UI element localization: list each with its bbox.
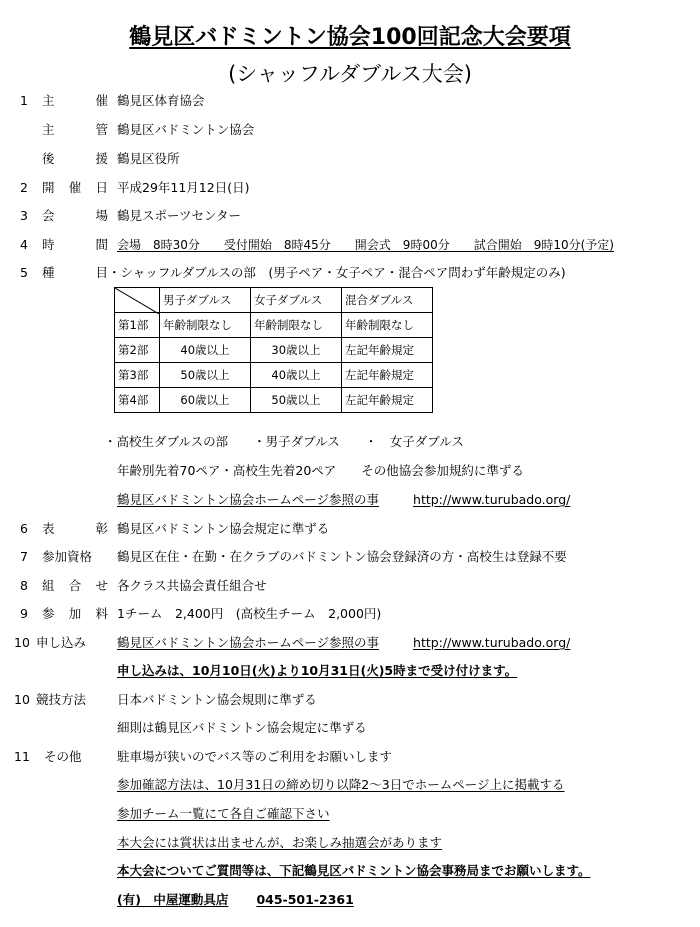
table-cell: 30歳以上 bbox=[251, 338, 342, 363]
item-number: 4 bbox=[20, 237, 28, 252]
application-link[interactable]: http://www.turubado.org/ bbox=[413, 635, 571, 650]
table-cell: 50歳以上 bbox=[251, 388, 342, 413]
application-deadline: 申し込みは、10月10日(火)より10月31日(火)5時まで受け付けます。 bbox=[117, 663, 518, 678]
homepage-link[interactable]: http://www.turubado.org/ bbox=[413, 492, 571, 507]
other-line: 参加チーム一覧にて各自ご確認下さい bbox=[117, 806, 330, 821]
item-value: ・シャッフルダブルスの部 (男子ペア・女子ペア・混合ペア問わず年齢規定のみ) bbox=[108, 265, 566, 280]
item-label: その他 bbox=[44, 749, 82, 764]
item-number: 1 bbox=[20, 93, 28, 108]
table-row bbox=[115, 313, 433, 338]
table-header: 混合ダブルス bbox=[342, 288, 433, 313]
application-reference bbox=[117, 634, 570, 652]
item-number: 2 bbox=[20, 180, 28, 195]
table-cell: 40歳以上 bbox=[160, 338, 251, 363]
table-cell: 年齢制限なし bbox=[160, 313, 251, 338]
item-label: 主 催 bbox=[42, 93, 108, 108]
category-table bbox=[114, 287, 433, 413]
item-label: 参加料 bbox=[42, 606, 108, 621]
table-cell: 年齢制限なし bbox=[342, 313, 433, 338]
table-cell: 第2部 bbox=[115, 338, 160, 363]
item-label: 主 管 bbox=[42, 122, 108, 137]
table-cell: 50歳以上 bbox=[160, 363, 251, 388]
table-cell: 年齢制限なし bbox=[251, 313, 342, 338]
item-label: 組合せ bbox=[42, 578, 108, 593]
table-cell: 左記年齢規定 bbox=[342, 388, 433, 413]
homepage-reference-text: 鶴見区バドミントン協会ホームページ参照の事 bbox=[117, 492, 380, 507]
table-header-row bbox=[115, 288, 433, 313]
application-reference-text: 鶴見区バドミントン協会ホームページ参照の事 bbox=[117, 635, 380, 650]
item-label: 申し込み bbox=[36, 635, 87, 650]
table-header: 女子ダブルス bbox=[251, 288, 342, 313]
item-value: 鶴見区バドミントン協会規定に準ずる bbox=[117, 521, 330, 536]
diagonal-line bbox=[115, 288, 159, 314]
table-cell: 40歳以上 bbox=[251, 363, 342, 388]
item-number: 10 bbox=[14, 635, 30, 650]
item-number: 3 bbox=[20, 208, 28, 223]
table-cell: 第1部 bbox=[115, 313, 160, 338]
item-label: 参加資格 bbox=[42, 549, 93, 564]
highschool-division: ・高校生ダブルスの部 ・男子ダブルス ・ 女子ダブルス bbox=[104, 434, 464, 449]
item-label: 競技方法 bbox=[36, 692, 87, 707]
other-line: 本大会には賞状は出ませんが、お楽しみ抽選会があります bbox=[117, 835, 443, 850]
item-number: 11 bbox=[14, 749, 30, 764]
item-number: 10 bbox=[14, 692, 30, 707]
document-subtitle: (シャッフルダブルス大会) bbox=[228, 62, 472, 86]
item-value: 鶴見スポーツセンター bbox=[117, 208, 242, 223]
table-row bbox=[115, 338, 433, 363]
document-title-text: 鶴見区バドミントン協会100回記念大会要項 bbox=[129, 25, 571, 50]
item-number: 9 bbox=[20, 606, 28, 621]
contact-shop: (有) 中屋運動具店 bbox=[117, 892, 229, 907]
item-value: 鶴見区体育協会 bbox=[117, 93, 205, 108]
contact-phone: 045-501-2361 bbox=[256, 892, 354, 907]
table-cell: 左記年齢規定 bbox=[342, 363, 433, 388]
table-header: 男子ダブルス bbox=[160, 288, 251, 313]
item-value: 平成29年11月12日(日) bbox=[117, 180, 250, 195]
item-label: 開催日 bbox=[42, 180, 108, 195]
table-corner-cell bbox=[115, 288, 160, 313]
table-cell: 第3部 bbox=[115, 363, 160, 388]
item-value: 鶴見区在住・在勤・在クラブのバドミントン協会登録済の方・高校生は登録不要 bbox=[117, 549, 567, 564]
item-value: 1チーム 2,400円 (高校生チーム 2,000円) bbox=[117, 606, 382, 621]
item-label: 表 彰 bbox=[42, 521, 108, 536]
table-row bbox=[115, 363, 433, 388]
item-label: 時 間 bbox=[42, 237, 108, 252]
item-label: 後 援 bbox=[42, 151, 108, 166]
homepage-reference bbox=[117, 491, 570, 509]
item-value: 各クラス共協会責任組合せ bbox=[117, 578, 267, 593]
table-cell: 左記年齢規定 bbox=[342, 338, 433, 363]
contact bbox=[117, 891, 354, 909]
document-title bbox=[0, 20, 700, 51]
other-line: 駐車場が狭いのでバス等のご利用をお願いします bbox=[117, 749, 393, 764]
other-line: 参加確認方法は、10月31日の締め切り以降2〜3日でホームページ上に掲載する bbox=[117, 777, 565, 792]
table-cell: 60歳以上 bbox=[160, 388, 251, 413]
other-line: 本大会についてご質問等は、下記鶴見区バドミントン協会事務局までお願いします。 bbox=[117, 863, 591, 878]
item-number: 7 bbox=[20, 549, 28, 564]
rules-line: 日本バドミントン協会規則に準ずる bbox=[117, 692, 317, 707]
item-value: 鶴見区役所 bbox=[117, 151, 180, 166]
table-row bbox=[115, 388, 433, 413]
item-number: 8 bbox=[20, 578, 28, 593]
item-label: 種 目 bbox=[42, 265, 108, 280]
highschool-rule-text: 年齢別先着70ペア・高校生先着20ペア その他協会参加規約に準ずる bbox=[117, 463, 524, 478]
item-label: 会 場 bbox=[42, 208, 108, 223]
item-number: 5 bbox=[20, 265, 28, 280]
item-value: 会場 8時30分 受付開始 8時45分 開会式 9時00分 試合開始 9時10分(予定) bbox=[117, 238, 614, 252]
item-value: 鶴見区バドミントン協会 bbox=[117, 122, 255, 137]
rules-detail: 細則は鶴見区バドミントン協会規定に準ずる bbox=[117, 720, 367, 735]
item-number: 6 bbox=[20, 521, 28, 536]
table-cell: 第4部 bbox=[115, 388, 160, 413]
